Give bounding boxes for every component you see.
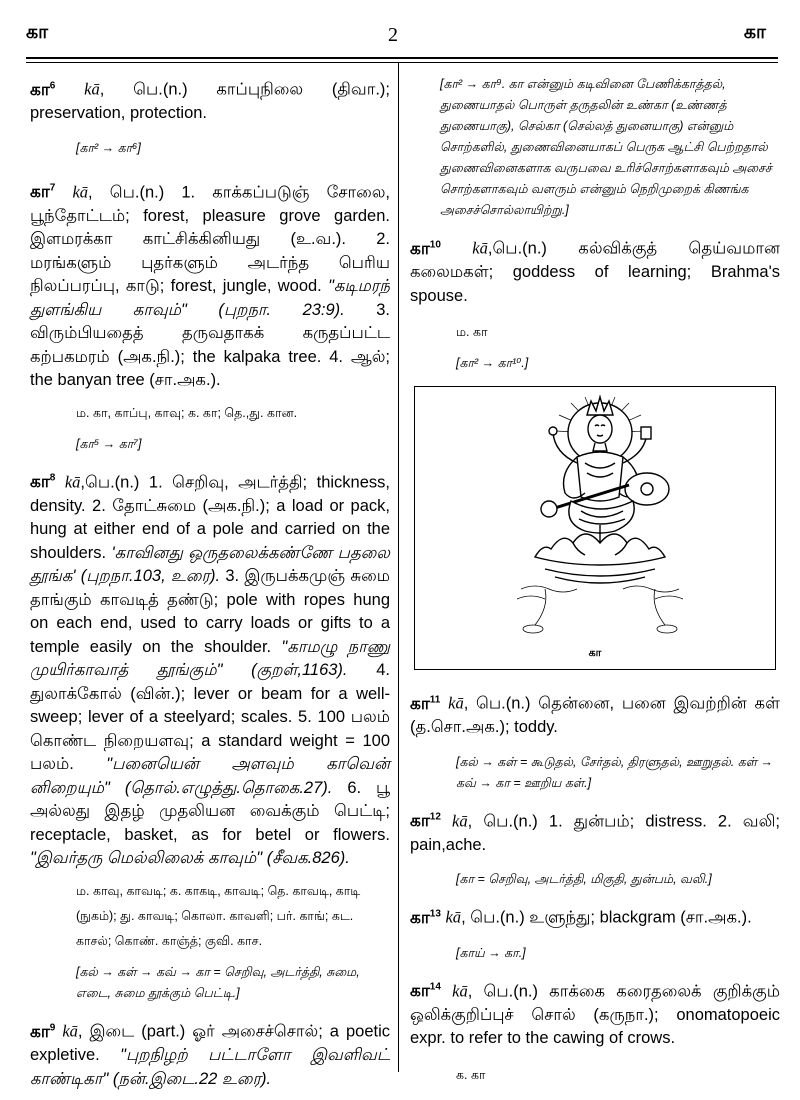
definition: , பெ.(n.) தென்னை, பனை இவற்றின் கள் (த.சொ.அக.); toddy. (410, 694, 780, 737)
citation: "பனையென் அளவும் காவென் னிறையும்" (தொல்.எழுத்து.தொகை.27). (30, 755, 391, 797)
entry-ka-14 (410, 976, 780, 1088)
definition: , பெ.(n.) காக்கை கரைதலைக் குறிக்கும் ஒலிக்குறிப்புச் சொல் (கருநா.); onomatopoeic expr. to refer to the cawing of crows. (410, 982, 780, 1048)
definition: 3. இருபக்கமுஞ் சுமை தாங்கும் காவடித் தண்டு; pole with ropes hung on each end, used to carry loads or gifts to a temple easily on the shoulder. (30, 567, 390, 656)
goddess-figure-icon (515, 393, 685, 643)
cognates: க. கா (456, 1067, 486, 1082)
entry-ka-13 (410, 902, 780, 963)
page-header (0, 0, 800, 60)
citation: "காமழு நாணு முயிர்காவாத் தூங்கும்" (குறள்,1163). (30, 637, 390, 680)
definition: ,பெ.(n.) 1. செறிவு, அடர்த்தி; thickness, density. 2. தோட்சுமை (அக.நி.); a load or pack, hung at either end of a pole and carried on the shoulders. (30, 473, 390, 562)
saraswati-illustration (414, 386, 776, 670)
definition: , இடை (part.) ஓர் அசைச்சொல்; a poetic expletive. (30, 1022, 390, 1065)
cognates: ம. காவு, காவடி; க. காகடி, காவடி; தெ. காவடி, காடி (நுகம்); து. காவடி; கொலா. காவளி; பர். காங்; கட. காசல்; கொண். காஞ்த்; குவி. காச. (76, 883, 361, 948)
entry-ka-10 (410, 233, 780, 374)
etymology: [கா² → கா¹⁰.] (456, 356, 529, 371)
citation: 'காவினது ஒருதலைக்கண்ணே பதலை தூங்க' (புறநா.103, உரை). (30, 543, 390, 586)
definition: , பெ.(n.) 1. காக்கப்படுஞ் சோலை, பூந்தோட்டம்; forest, pleasure grove garden. இளமரக்கா காட்சிக்கினியது (உ.வ.). 2. மரங்களும் புதர்களும் அடர்ந்த பெரிய நிலப்பரப்பு, காடு; forest, jungle, wood. (30, 183, 390, 296)
entry-ka-6 (30, 74, 390, 159)
page-number: 2 (388, 24, 398, 46)
headword: கா$^8$ (30, 472, 56, 492)
transliteration: kā (72, 182, 89, 202)
entry-ka-12 (410, 806, 780, 891)
citation: "புறநிழற் பட்டாளோ இவளிவட் காண்டிகா" (நன்.இடை.22 உரை). (30, 1046, 390, 1088)
transliteration: kā (64, 472, 81, 492)
headword: கா$^6$ (30, 79, 56, 99)
definition: , பெ.(n.) 1. துன்பம்; distress. 2. வலி; pain,ache. (410, 812, 780, 854)
headword: கா$^{13}$ (410, 908, 441, 928)
header-rule-thick (26, 57, 778, 59)
headword: கா$^9$ (30, 1021, 56, 1041)
entry-ka-9 (30, 1016, 390, 1091)
transliteration: kā (84, 79, 100, 99)
definition: , பெ.(n.) உளுந்து; blackgram (சா.அக.). (461, 909, 752, 928)
definition: , பெ.(n.) காப்புநிலை (திவா.); preservation, protection. (30, 80, 390, 123)
running-head-left: கா (26, 22, 49, 43)
transliteration: kā (448, 693, 464, 713)
etymology: [கல் → கள் → கவ் → கா = செறிவு, அடர்த்தி, சுமை, எடை, சுமை தூக்கும் பெட்டி.] (76, 964, 360, 1000)
cognates: ம. கா (456, 325, 488, 340)
headword: கா$^{14}$ (410, 981, 441, 1001)
transliteration: kā (472, 238, 488, 258)
definition: 4. துலாக்கோல் (வின்.); lever or beam for a well-sweep; lever of a steelyard; scales. 5. 100 பலம் கொண்ட நிறையளவு; a standard weight = 100 பலம். (30, 661, 390, 774)
transliteration: kā (452, 981, 468, 1001)
definition: 3. விரும்பியதைத் தருவதாகக் கருதப்பட்ட கற்பகமரம் (அக.நி.); the kalpaka tree. 4. ஆல்; the banyan tree (சா.அக.). (30, 300, 390, 390)
etymology: [கா² → கா⁶] (76, 140, 141, 155)
etymology-continued: [கா² → கா⁹. கா என்னும் கடிவினை பேணிக்காத்தல், துணையாதல் பொருள் தருதலின் உண்கா (உண்ணத் துணையாகு), செல்கா (செல்லத் துனையாகு) என்னும் சொற்களில், துணைவினையாகப் பெருக ஆட்சி பெற்றதால் துணைவினைகளாக வருபவை உரிச்சொற்களாகவும் அசைச் சொற்களாகவும் வளரும் என்னும் நெறிமுறைக் கிணங்க அசைச்சொல்லாயிற்று.] (440, 77, 772, 217)
etymology: [கா = செறிவு, அடர்த்தி, மிகுதி, துன்பம், வலி.] (456, 872, 712, 887)
left-column (30, 74, 390, 1091)
etymology: [காய் → கா.] (456, 945, 526, 960)
headword: கா$^{11}$ (410, 693, 441, 713)
definition: 6. பூ அல்லது இதழ் முதலியன வைக்கும் பெட்டி; receptacle, basket, as for betel or flowers. (30, 778, 390, 844)
cognates: ம. கா, காப்பு, காவு; க. கா; தெ.,து. கான. (76, 405, 298, 420)
headword: கா$^7$ (30, 182, 56, 202)
column-divider (398, 62, 399, 1072)
entry-ka-7 (30, 177, 390, 455)
definition: ,பெ.(n.) கல்விக்குத் தெய்வமான கலைமகள்; goddess of learning; Brahma's spouse. (410, 239, 780, 305)
transliteration: kā (452, 811, 468, 831)
transliteration: kā (445, 908, 462, 928)
entry-ka-8 (30, 467, 390, 1004)
headword: கா$^{10}$ (410, 238, 441, 258)
running-head-right: கா (743, 22, 766, 43)
entry-ka-11 (410, 688, 780, 794)
headword: கா$^{12}$ (410, 811, 441, 831)
citation: "இவர்தரு மெல்லிலைக் காவும்" (சீவக.826). (30, 849, 350, 868)
figure-caption: கா (588, 647, 602, 660)
right-column (410, 74, 780, 1088)
citation: "கடிமரந் துளங்கிய காவும்" (புறநா. 23:9). (30, 277, 390, 319)
header-rule-thin (26, 62, 778, 63)
etymology: [கல் → கள் = கூடுதல், சேர்தல், திரளுதல், ஊறுதல். கள் → கவ் → கா = ஊறிய கள்.] (456, 754, 773, 790)
transliteration: kā (62, 1021, 78, 1041)
etymology: [கா⁵ → கா⁷] (76, 436, 142, 451)
